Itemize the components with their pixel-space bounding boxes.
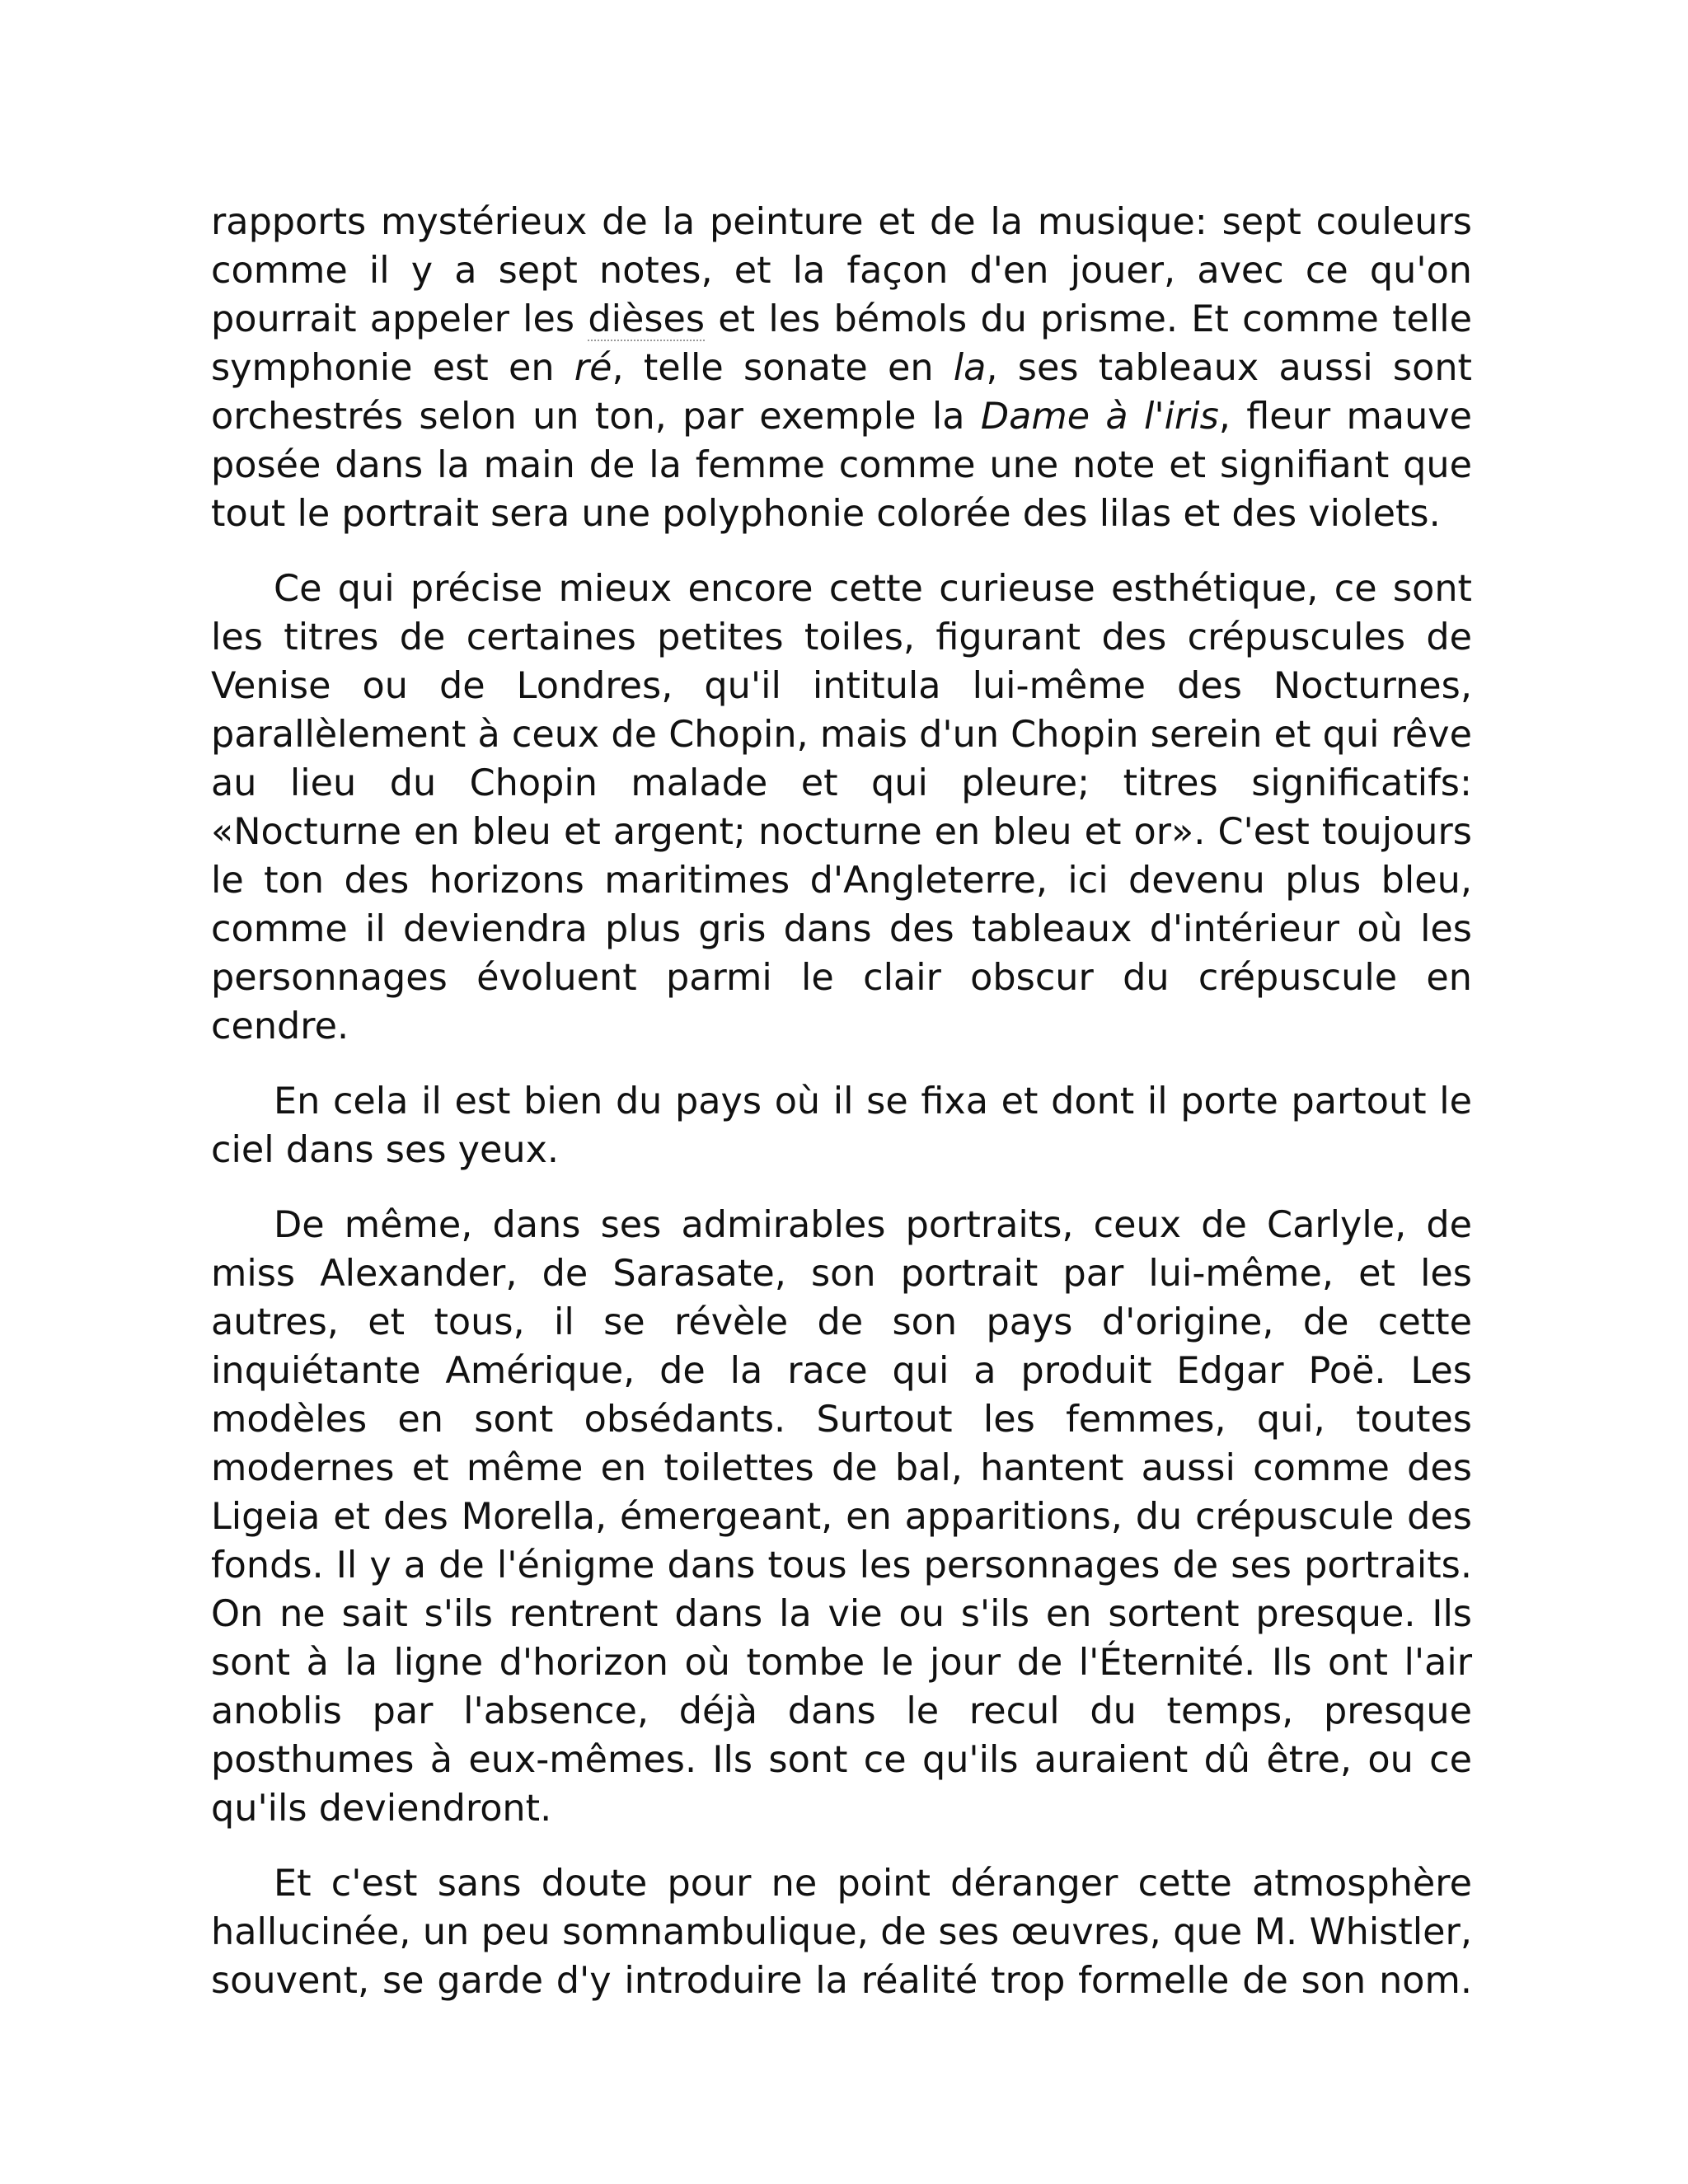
paragraph-1-text-g: , ses tableaux aussi sont orchestrés selon un ton, par exemple la — [211, 347, 1472, 438]
paragraph-1-text-a: rapports mystérieux de la peinture et de la musique: sept couleurs comme il y a sept notes, et la façon d'en jouer, avec ce qu'on pourrait appeler les — [211, 201, 1472, 340]
italic-painting-title: Dame à l'iris — [980, 396, 1219, 438]
paragraph-4: De même, dans ses admirables portraits, ceux de Carlyle, de miss Alexander, de Sarasate, son portrait par lui-même, et les autres, et tous, il se révèle de son pays d'origine, de cette inquiétante Amérique, de la race qui a produit Edgar Poë. Les modèles en sont obsédants. Surtout les femmes, qui, toutes modernes et même en toilettes de bal, hantent aussi comme des Ligeia et des Morella, émergeant, en apparitions, du crépuscule des fonds. Il y a de l'énigme dans tous les personnages de ses portraits. On ne sait s'ils rentrent dans la vie ou s'ils en sortent presque. Ils sont à la ligne d'horizon où tombe le jour de l'Éternité. Ils ont l'air anoblis par l'absence, déjà dans le recul du temps, presque posthumes à eux-mêmes. Ils sont ce qu'ils auraient dû être, ou ce qu'ils deviendront. — [211, 1204, 1472, 1830]
italic-la: la — [953, 347, 987, 389]
paragraph-2: Ce qui précise mieux encore cette curieuse esthétique, ce sont les titres de certaines petites toiles, figurant des crépuscules de Venise ou de Londres, qu'il intitula lui-même des Nocturnes, parallèlement à ceux de Chopin, mais d'un Chopin serein et qui rêve au lieu du Chopin malade et qui pleure; titres significatifs: «Nocturne en bleu et argent; nocturne en bleu et or». C'est toujours le ton des horizons maritimes d'Angleterre, ici devenu plus bleu, comme il deviendra plus gris dans des tableaux d'intérieur où les personnages évoluent parmi le clair obscur du crépuscule en cendre. — [211, 568, 1472, 1047]
paragraph-1 — [211, 198, 1472, 538]
paragraph-1-text-e: , telle sonate en — [612, 347, 954, 389]
paragraph-5: Et c'est sans doute pour ne point déranger cette atmosphère hallucinée, un peu somnambulique, de ses œuvres, que M. Whistler, souvent, se garde d'y introduire la réalité trop formelle de son nom. — [211, 1863, 1472, 2002]
diesis-word: dièses — [588, 298, 706, 340]
paragraph-3: En cela il est bien du pays où il se fixa et dont il porte partout le ciel dans ses yeux. — [211, 1080, 1472, 1171]
paragraph-1-text-c: et les bémols du prisme. Et comme telle symphonie est en — [211, 298, 1472, 389]
paragraph-1-text-i: , fleur mauve posée dans la main de la femme comme une note et signifiant que tout le portrait sera une polyphonie colorée des lilas et des violets. — [211, 396, 1472, 535]
italic-re: ré — [574, 347, 612, 389]
book-page — [211, 198, 1472, 2032]
